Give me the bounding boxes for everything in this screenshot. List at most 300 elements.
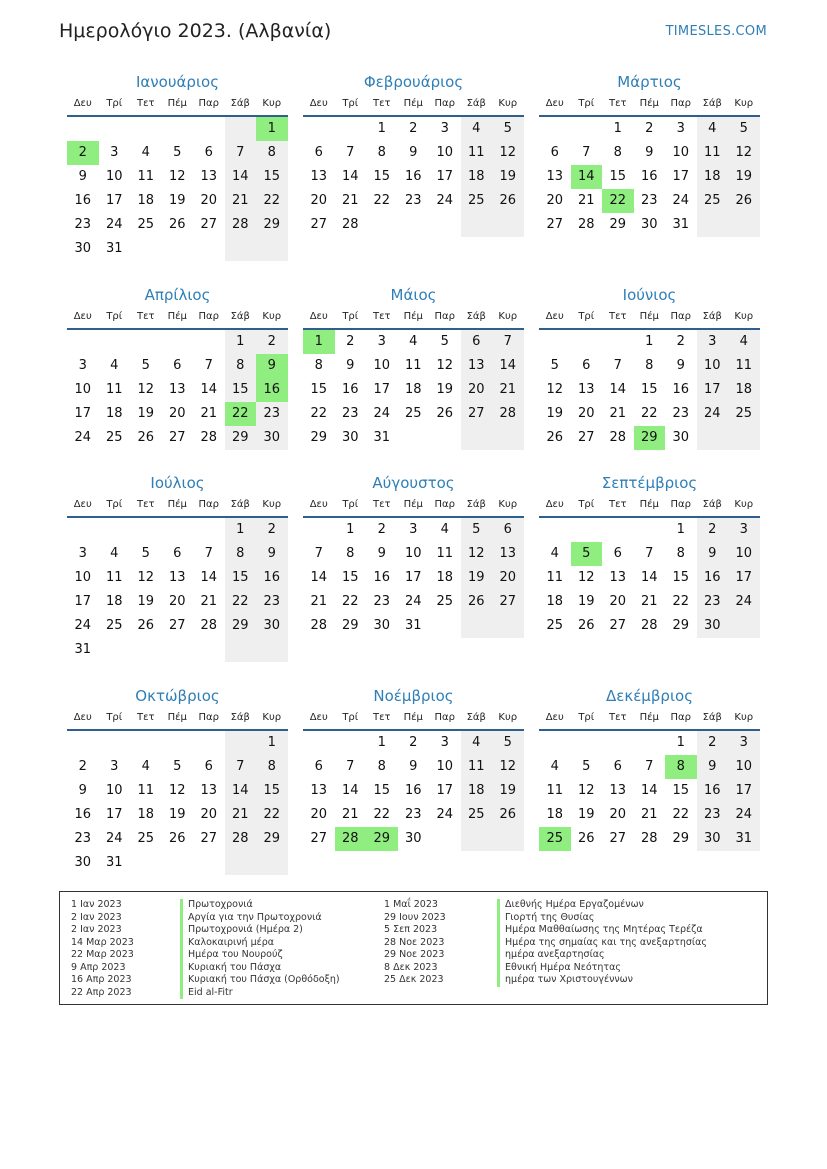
day-cell[interactable]: 31 bbox=[672, 217, 690, 232]
day-cell[interactable]: 21 bbox=[200, 594, 218, 609]
day-cell[interactable]: 25 bbox=[728, 402, 760, 426]
day-cell[interactable]: 17 bbox=[728, 566, 760, 590]
day-cell[interactable]: 15 bbox=[225, 566, 257, 590]
day-cell[interactable]: 17 bbox=[373, 382, 391, 397]
day-cell[interactable]: 10 bbox=[436, 759, 454, 774]
day-cell[interactable]: 5 bbox=[492, 731, 524, 755]
day-cell[interactable]: 10 bbox=[373, 358, 391, 373]
day-cell[interactable]: 3 bbox=[697, 330, 729, 354]
day-cell[interactable]: 3 bbox=[377, 334, 386, 349]
day-cell[interactable]: 24 bbox=[105, 217, 123, 232]
day-cell[interactable]: 6 bbox=[582, 358, 591, 373]
day-cell[interactable]: 31 bbox=[404, 618, 422, 633]
day-cell[interactable]: 5 bbox=[141, 546, 150, 561]
day-cell[interactable]: 21 bbox=[200, 406, 218, 421]
day-cell[interactable]: 17 bbox=[404, 570, 422, 585]
day-cell[interactable]: 31 bbox=[105, 241, 123, 256]
day-cell[interactable]: 21 bbox=[225, 803, 257, 827]
day-cell[interactable]: 20 bbox=[310, 193, 328, 208]
day-cell[interactable]: 8 bbox=[314, 358, 323, 373]
day-cell[interactable]: 31 bbox=[373, 430, 391, 445]
day-cell[interactable]: 2 bbox=[645, 121, 654, 136]
day-cell[interactable]: 3 bbox=[110, 759, 119, 774]
day-cell[interactable]: 29 bbox=[672, 618, 690, 633]
day-cell[interactable]: 13 bbox=[310, 783, 328, 798]
day-cell[interactable]: 27 bbox=[609, 618, 627, 633]
day-cell[interactable]: 18 bbox=[404, 382, 422, 397]
day-cell[interactable]: 16 bbox=[697, 566, 729, 590]
day-cell[interactable]: 13 bbox=[577, 382, 595, 397]
day-cell[interactable]: 9 bbox=[676, 358, 685, 373]
day-cell[interactable]: 24 bbox=[373, 406, 391, 421]
day-cell[interactable]: 19 bbox=[168, 193, 186, 208]
day-cell[interactable]: 25 bbox=[436, 594, 454, 609]
day-cell[interactable]: 6 bbox=[461, 330, 493, 354]
day-cell[interactable]: 22 bbox=[373, 193, 391, 208]
day-cell[interactable]: 22 bbox=[225, 402, 257, 426]
day-cell[interactable]: 4 bbox=[461, 731, 493, 755]
day-cell[interactable]: 7 bbox=[346, 759, 355, 774]
day-cell[interactable]: 12 bbox=[546, 382, 564, 397]
day-cell[interactable]: 23 bbox=[256, 402, 288, 426]
day-cell[interactable]: 1 bbox=[346, 522, 355, 537]
day-cell[interactable]: 5 bbox=[550, 358, 559, 373]
day-cell[interactable]: 8 bbox=[377, 759, 386, 774]
day-cell[interactable]: 28 bbox=[640, 618, 658, 633]
day-cell[interactable]: 23 bbox=[256, 590, 288, 614]
day-cell[interactable]: 8 bbox=[665, 755, 697, 779]
day-cell[interactable]: 26 bbox=[492, 803, 524, 827]
day-cell[interactable]: 19 bbox=[461, 566, 493, 590]
day-cell[interactable]: 8 bbox=[645, 358, 654, 373]
day-cell[interactable]: 8 bbox=[225, 354, 257, 378]
day-cell[interactable]: 26 bbox=[492, 189, 524, 213]
day-cell[interactable]: 16 bbox=[74, 807, 92, 822]
day-cell[interactable]: 12 bbox=[492, 141, 524, 165]
day-cell[interactable]: 25 bbox=[697, 189, 729, 213]
day-cell[interactable]: 27 bbox=[546, 217, 564, 232]
day-cell[interactable]: 9 bbox=[256, 542, 288, 566]
day-cell[interactable]: 17 bbox=[105, 807, 123, 822]
day-cell[interactable]: 4 bbox=[550, 546, 559, 561]
day-cell[interactable]: 6 bbox=[550, 145, 559, 160]
day-cell[interactable]: 30 bbox=[373, 618, 391, 633]
day-cell[interactable]: 7 bbox=[204, 358, 213, 373]
day-cell[interactable]: 18 bbox=[105, 406, 123, 421]
day-cell[interactable]: 27 bbox=[168, 430, 186, 445]
day-cell[interactable]: 25 bbox=[461, 189, 493, 213]
day-cell[interactable]: 14 bbox=[640, 570, 658, 585]
day-cell[interactable]: 15 bbox=[373, 783, 391, 798]
day-cell[interactable]: 3 bbox=[78, 358, 87, 373]
day-cell[interactable]: 12 bbox=[168, 169, 186, 184]
day-cell[interactable]: 16 bbox=[404, 783, 422, 798]
day-cell[interactable]: 24 bbox=[728, 590, 760, 614]
day-cell[interactable]: 9 bbox=[697, 755, 729, 779]
day-cell[interactable]: 6 bbox=[173, 358, 182, 373]
day-cell[interactable]: 22 bbox=[310, 406, 328, 421]
day-cell[interactable]: 14 bbox=[225, 165, 257, 189]
day-cell[interactable]: 25 bbox=[404, 406, 422, 421]
day-cell[interactable]: 26 bbox=[137, 430, 155, 445]
brand-link[interactable]: TIMESLES.COM bbox=[665, 24, 767, 39]
day-cell[interactable]: 12 bbox=[168, 783, 186, 798]
day-cell[interactable]: 14 bbox=[341, 783, 359, 798]
day-cell[interactable]: 2 bbox=[676, 334, 685, 349]
day-cell[interactable]: 13 bbox=[168, 570, 186, 585]
day-cell[interactable]: 5 bbox=[582, 759, 591, 774]
day-cell[interactable]: 6 bbox=[613, 546, 622, 561]
day-cell[interactable]: 22 bbox=[602, 189, 634, 213]
day-cell[interactable]: 27 bbox=[609, 831, 627, 846]
day-cell[interactable]: 21 bbox=[640, 807, 658, 822]
day-cell[interactable]: 10 bbox=[728, 542, 760, 566]
day-cell[interactable]: 19 bbox=[492, 779, 524, 803]
day-cell[interactable]: 26 bbox=[137, 618, 155, 633]
day-cell[interactable]: 15 bbox=[341, 570, 359, 585]
day-cell[interactable]: 18 bbox=[546, 594, 564, 609]
day-cell[interactable]: 17 bbox=[74, 594, 92, 609]
day-cell[interactable]: 4 bbox=[440, 522, 449, 537]
day-cell[interactable]: 13 bbox=[609, 783, 627, 798]
day-cell[interactable]: 29 bbox=[225, 426, 257, 450]
day-cell[interactable]: 1 bbox=[225, 330, 257, 354]
day-cell[interactable]: 20 bbox=[200, 807, 218, 822]
day-cell[interactable]: 14 bbox=[571, 165, 603, 189]
day-cell[interactable]: 16 bbox=[373, 570, 391, 585]
day-cell[interactable]: 5 bbox=[492, 117, 524, 141]
day-cell[interactable]: 7 bbox=[492, 330, 524, 354]
day-cell[interactable]: 18 bbox=[137, 193, 155, 208]
day-cell[interactable]: 11 bbox=[697, 141, 729, 165]
day-cell[interactable]: 24 bbox=[436, 193, 454, 208]
day-cell[interactable]: 28 bbox=[341, 217, 359, 232]
day-cell[interactable]: 18 bbox=[728, 378, 760, 402]
day-cell[interactable]: 18 bbox=[546, 807, 564, 822]
day-cell[interactable]: 1 bbox=[645, 334, 654, 349]
day-cell[interactable]: 21 bbox=[225, 189, 257, 213]
day-cell[interactable]: 2 bbox=[256, 330, 288, 354]
day-cell[interactable]: 14 bbox=[200, 570, 218, 585]
day-cell[interactable]: 10 bbox=[105, 169, 123, 184]
day-cell[interactable]: 22 bbox=[341, 594, 359, 609]
day-cell[interactable]: 7 bbox=[346, 145, 355, 160]
day-cell[interactable]: 24 bbox=[74, 618, 92, 633]
day-cell[interactable]: 24 bbox=[436, 807, 454, 822]
day-cell[interactable]: 25 bbox=[546, 618, 564, 633]
day-cell[interactable]: 2 bbox=[409, 121, 418, 136]
day-cell[interactable]: 30 bbox=[404, 831, 422, 846]
day-cell[interactable]: 16 bbox=[404, 169, 422, 184]
day-cell[interactable]: 12 bbox=[728, 141, 760, 165]
day-cell[interactable]: 12 bbox=[461, 542, 493, 566]
day-cell[interactable]: 21 bbox=[640, 594, 658, 609]
day-cell[interactable]: 30 bbox=[74, 855, 92, 870]
day-cell[interactable]: 5 bbox=[173, 759, 182, 774]
day-cell[interactable]: 28 bbox=[577, 217, 595, 232]
day-cell[interactable]: 11 bbox=[546, 570, 564, 585]
day-cell[interactable]: 28 bbox=[225, 827, 257, 851]
day-cell[interactable]: 2 bbox=[697, 518, 729, 542]
day-cell[interactable]: 30 bbox=[256, 426, 288, 450]
day-cell[interactable]: 11 bbox=[461, 755, 493, 779]
day-cell[interactable]: 21 bbox=[341, 193, 359, 208]
day-cell[interactable]: 11 bbox=[105, 570, 123, 585]
day-cell[interactable]: 18 bbox=[461, 165, 493, 189]
day-cell[interactable]: 17 bbox=[728, 779, 760, 803]
day-cell[interactable]: 12 bbox=[137, 382, 155, 397]
day-cell[interactable]: 7 bbox=[225, 755, 257, 779]
day-cell[interactable]: 12 bbox=[137, 570, 155, 585]
day-cell[interactable]: 18 bbox=[697, 165, 729, 189]
day-cell[interactable]: 3 bbox=[78, 546, 87, 561]
day-cell[interactable]: 29 bbox=[256, 827, 288, 851]
day-cell[interactable]: 28 bbox=[640, 831, 658, 846]
day-cell[interactable]: 30 bbox=[640, 217, 658, 232]
day-cell[interactable]: 27 bbox=[577, 430, 595, 445]
day-cell[interactable]: 12 bbox=[577, 570, 595, 585]
day-cell[interactable]: 16 bbox=[697, 779, 729, 803]
day-cell[interactable]: 4 bbox=[409, 334, 418, 349]
day-cell[interactable]: 28 bbox=[335, 827, 367, 851]
day-cell[interactable]: 4 bbox=[728, 330, 760, 354]
day-cell[interactable]: 17 bbox=[436, 169, 454, 184]
day-cell[interactable]: 7 bbox=[645, 759, 654, 774]
day-cell[interactable]: 21 bbox=[492, 378, 524, 402]
day-cell[interactable]: 20 bbox=[310, 807, 328, 822]
day-cell[interactable]: 23 bbox=[697, 803, 729, 827]
day-cell[interactable]: 13 bbox=[492, 542, 524, 566]
day-cell[interactable]: 19 bbox=[546, 406, 564, 421]
day-cell[interactable]: 20 bbox=[168, 406, 186, 421]
day-cell[interactable]: 5 bbox=[461, 518, 493, 542]
day-cell[interactable]: 30 bbox=[697, 827, 729, 851]
day-cell[interactable]: 29 bbox=[634, 426, 666, 450]
day-cell[interactable]: 29 bbox=[225, 614, 257, 638]
day-cell[interactable]: 8 bbox=[613, 145, 622, 160]
day-cell[interactable]: 31 bbox=[728, 827, 760, 851]
day-cell[interactable]: 27 bbox=[200, 217, 218, 232]
day-cell[interactable]: 4 bbox=[110, 358, 119, 373]
day-cell[interactable]: 19 bbox=[168, 807, 186, 822]
day-cell[interactable]: 25 bbox=[137, 217, 155, 232]
day-cell[interactable]: 20 bbox=[200, 193, 218, 208]
day-cell[interactable]: 31 bbox=[74, 642, 92, 657]
day-cell[interactable]: 22 bbox=[256, 803, 288, 827]
day-cell[interactable]: 24 bbox=[74, 430, 92, 445]
day-cell[interactable]: 19 bbox=[577, 807, 595, 822]
day-cell[interactable]: 2 bbox=[67, 141, 99, 165]
day-cell[interactable]: 12 bbox=[577, 783, 595, 798]
day-cell[interactable]: 4 bbox=[550, 759, 559, 774]
day-cell[interactable]: 10 bbox=[697, 354, 729, 378]
day-cell[interactable]: 15 bbox=[310, 382, 328, 397]
day-cell[interactable]: 7 bbox=[613, 358, 622, 373]
day-cell[interactable]: 11 bbox=[137, 169, 155, 184]
day-cell[interactable]: 27 bbox=[461, 402, 493, 426]
day-cell[interactable]: 20 bbox=[461, 378, 493, 402]
day-cell[interactable]: 27 bbox=[310, 831, 328, 846]
day-cell[interactable]: 21 bbox=[609, 406, 627, 421]
day-cell[interactable]: 18 bbox=[137, 807, 155, 822]
day-cell[interactable]: 14 bbox=[341, 169, 359, 184]
day-cell[interactable]: 12 bbox=[436, 358, 454, 373]
day-cell[interactable]: 27 bbox=[168, 618, 186, 633]
day-cell[interactable]: 14 bbox=[200, 382, 218, 397]
day-cell[interactable]: 26 bbox=[168, 831, 186, 846]
day-cell[interactable]: 28 bbox=[310, 618, 328, 633]
day-cell[interactable]: 16 bbox=[256, 566, 288, 590]
day-cell[interactable]: 26 bbox=[168, 217, 186, 232]
day-cell[interactable]: 8 bbox=[377, 145, 386, 160]
day-cell[interactable]: 8 bbox=[225, 542, 257, 566]
day-cell[interactable]: 22 bbox=[225, 590, 257, 614]
day-cell[interactable]: 30 bbox=[256, 614, 288, 638]
day-cell[interactable]: 14 bbox=[225, 779, 257, 803]
day-cell[interactable]: 17 bbox=[436, 783, 454, 798]
day-cell[interactable]: 23 bbox=[404, 193, 422, 208]
day-cell[interactable]: 13 bbox=[310, 169, 328, 184]
day-cell[interactable]: 4 bbox=[141, 759, 150, 774]
day-cell[interactable]: 26 bbox=[728, 189, 760, 213]
day-cell[interactable]: 29 bbox=[672, 831, 690, 846]
day-cell[interactable]: 26 bbox=[577, 618, 595, 633]
day-cell[interactable]: 19 bbox=[577, 594, 595, 609]
day-cell[interactable]: 3 bbox=[728, 518, 760, 542]
day-cell[interactable]: 29 bbox=[609, 217, 627, 232]
day-cell[interactable]: 9 bbox=[78, 783, 87, 798]
day-cell[interactable]: 10 bbox=[672, 145, 690, 160]
day-cell[interactable]: 28 bbox=[492, 402, 524, 426]
day-cell[interactable]: 23 bbox=[697, 590, 729, 614]
day-cell[interactable]: 1 bbox=[676, 735, 685, 750]
day-cell[interactable]: 3 bbox=[110, 145, 119, 160]
day-cell[interactable]: 20 bbox=[492, 566, 524, 590]
day-cell[interactable]: 7 bbox=[645, 546, 654, 561]
day-cell[interactable]: 19 bbox=[436, 382, 454, 397]
day-cell[interactable]: 9 bbox=[409, 759, 418, 774]
day-cell[interactable]: 2 bbox=[78, 759, 87, 774]
day-cell[interactable]: 8 bbox=[346, 546, 355, 561]
day-cell[interactable]: 13 bbox=[609, 570, 627, 585]
day-cell[interactable]: 27 bbox=[200, 831, 218, 846]
day-cell[interactable]: 22 bbox=[373, 807, 391, 822]
day-cell[interactable]: 4 bbox=[110, 546, 119, 561]
day-cell[interactable]: 4 bbox=[461, 117, 493, 141]
day-cell[interactable]: 3 bbox=[440, 735, 449, 750]
day-cell[interactable]: 6 bbox=[173, 546, 182, 561]
day-cell[interactable]: 26 bbox=[436, 406, 454, 421]
day-cell[interactable]: 15 bbox=[640, 382, 658, 397]
day-cell[interactable]: 29 bbox=[310, 430, 328, 445]
day-cell[interactable]: 18 bbox=[461, 779, 493, 803]
day-cell[interactable]: 22 bbox=[640, 406, 658, 421]
day-cell[interactable]: 16 bbox=[640, 169, 658, 184]
day-cell[interactable]: 4 bbox=[697, 117, 729, 141]
day-cell[interactable]: 15 bbox=[672, 570, 690, 585]
day-cell[interactable]: 9 bbox=[377, 546, 386, 561]
day-cell[interactable]: 9 bbox=[346, 358, 355, 373]
day-cell[interactable]: 1 bbox=[256, 117, 288, 141]
day-cell[interactable]: 20 bbox=[168, 594, 186, 609]
day-cell[interactable]: 1 bbox=[225, 518, 257, 542]
day-cell[interactable]: 7 bbox=[582, 145, 591, 160]
day-cell[interactable]: 25 bbox=[461, 803, 493, 827]
day-cell[interactable]: 23 bbox=[404, 807, 422, 822]
day-cell[interactable]: 6 bbox=[314, 145, 323, 160]
day-cell[interactable]: 28 bbox=[200, 618, 218, 633]
day-cell[interactable]: 2 bbox=[256, 518, 288, 542]
day-cell[interactable]: 9 bbox=[409, 145, 418, 160]
day-cell[interactable]: 29 bbox=[341, 618, 359, 633]
day-cell[interactable]: 8 bbox=[256, 141, 288, 165]
day-cell[interactable]: 30 bbox=[341, 430, 359, 445]
day-cell[interactable]: 31 bbox=[105, 855, 123, 870]
day-cell[interactable]: 15 bbox=[256, 779, 288, 803]
day-cell[interactable]: 17 bbox=[697, 378, 729, 402]
day-cell[interactable]: 1 bbox=[303, 330, 335, 354]
day-cell[interactable]: 30 bbox=[74, 241, 92, 256]
day-cell[interactable]: 15 bbox=[672, 783, 690, 798]
day-cell[interactable]: 29 bbox=[366, 827, 398, 851]
day-cell[interactable]: 21 bbox=[577, 193, 595, 208]
day-cell[interactable]: 14 bbox=[310, 570, 328, 585]
day-cell[interactable]: 27 bbox=[492, 590, 524, 614]
day-cell[interactable]: 23 bbox=[373, 594, 391, 609]
day-cell[interactable]: 15 bbox=[609, 169, 627, 184]
day-cell[interactable]: 15 bbox=[373, 169, 391, 184]
day-cell[interactable]: 14 bbox=[609, 382, 627, 397]
day-cell[interactable]: 3 bbox=[409, 522, 418, 537]
day-cell[interactable]: 30 bbox=[697, 614, 729, 638]
day-cell[interactable]: 18 bbox=[436, 570, 454, 585]
day-cell[interactable]: 10 bbox=[74, 382, 92, 397]
day-cell[interactable]: 14 bbox=[640, 783, 658, 798]
day-cell[interactable]: 13 bbox=[546, 169, 564, 184]
day-cell[interactable]: 13 bbox=[200, 169, 218, 184]
day-cell[interactable]: 20 bbox=[577, 406, 595, 421]
day-cell[interactable]: 10 bbox=[728, 755, 760, 779]
day-cell[interactable]: 24 bbox=[697, 402, 729, 426]
day-cell[interactable]: 24 bbox=[728, 803, 760, 827]
day-cell[interactable]: 28 bbox=[609, 430, 627, 445]
day-cell[interactable]: 17 bbox=[74, 406, 92, 421]
day-cell[interactable]: 1 bbox=[256, 731, 288, 755]
day-cell[interactable]: 3 bbox=[728, 731, 760, 755]
day-cell[interactable]: 17 bbox=[672, 169, 690, 184]
day-cell[interactable]: 19 bbox=[728, 165, 760, 189]
day-cell[interactable]: 2 bbox=[697, 731, 729, 755]
day-cell[interactable]: 19 bbox=[137, 406, 155, 421]
day-cell[interactable]: 26 bbox=[461, 590, 493, 614]
day-cell[interactable]: 12 bbox=[492, 755, 524, 779]
day-cell[interactable]: 26 bbox=[546, 430, 564, 445]
day-cell[interactable]: 11 bbox=[137, 783, 155, 798]
day-cell[interactable]: 5 bbox=[728, 117, 760, 141]
day-cell[interactable]: 4 bbox=[141, 145, 150, 160]
day-cell[interactable]: 18 bbox=[105, 594, 123, 609]
day-cell[interactable]: 6 bbox=[613, 759, 622, 774]
day-cell[interactable]: 11 bbox=[546, 783, 564, 798]
day-cell[interactable]: 28 bbox=[200, 430, 218, 445]
day-cell[interactable]: 11 bbox=[404, 358, 422, 373]
day-cell[interactable]: 28 bbox=[225, 213, 257, 237]
day-cell[interactable]: 25 bbox=[539, 827, 571, 851]
day-cell[interactable]: 5 bbox=[440, 334, 449, 349]
day-cell[interactable]: 9 bbox=[645, 145, 654, 160]
day-cell[interactable]: 25 bbox=[105, 618, 123, 633]
day-cell[interactable]: 9 bbox=[697, 542, 729, 566]
